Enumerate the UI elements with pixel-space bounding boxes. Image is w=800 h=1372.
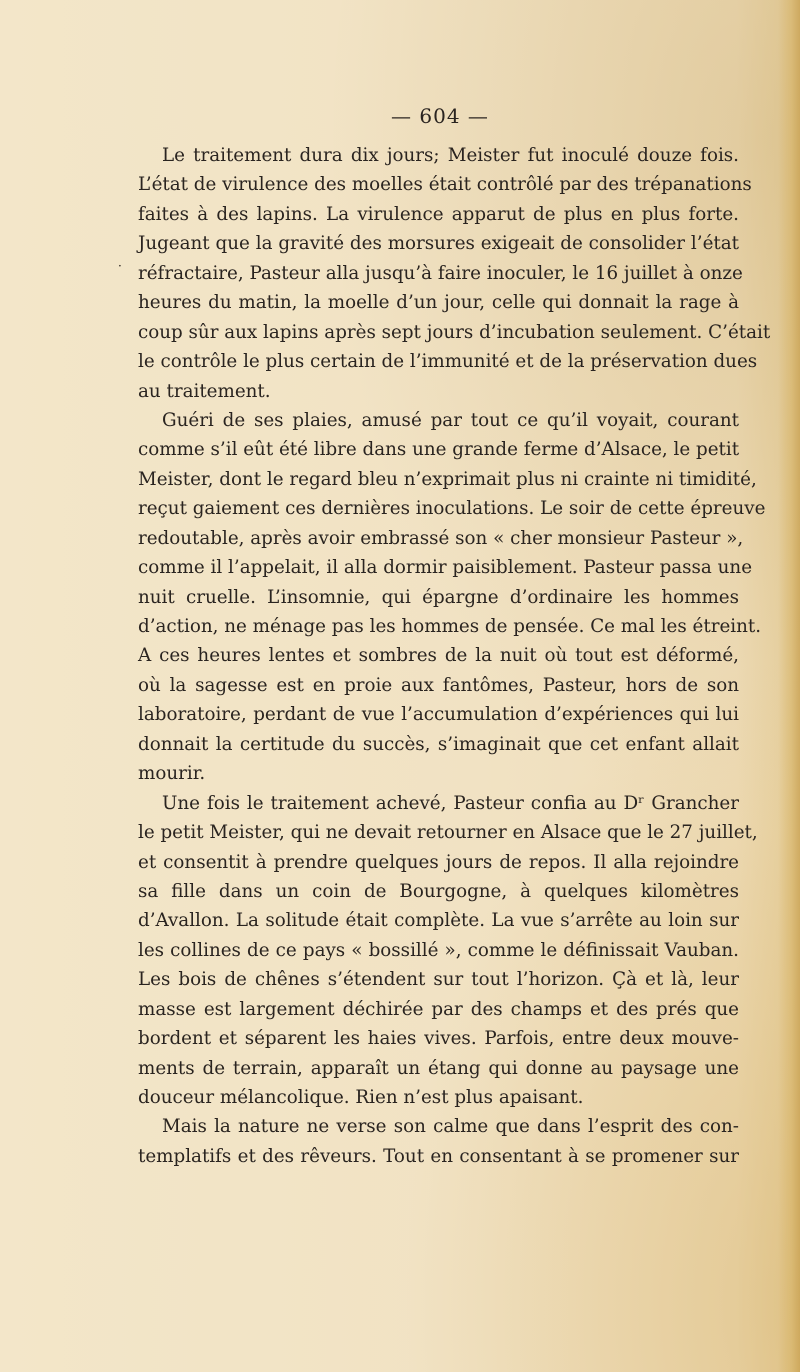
text-line: d’Avallon. La solitude était complète. La vue s’arrête au loin sur [138,910,739,932]
text-line: faites à des lapins. La virulence apparut de plus en plus forte. [138,203,739,225]
text-line: nuit cruelle. L’insomnie, qui épargne d’ordinaire les hommes [138,586,739,608]
text-line: Jugeant que la gravité des morsures exigeait de consolider l’état [138,233,739,255]
text-line: Une fois le traitement achevé, Pasteur confia au Dʳ Grancher [162,792,739,814]
text-line: d’action, ne ménage pas les hommes de pensée. Ce mal les étreint. [138,616,762,637]
body-text [138,141,771,1171]
text-line: au traitement. [138,380,271,402]
text-line: A ces heures lentes et sombres de la nuit où tout est déformé, [138,645,739,667]
text-line: comme il l’appelait, il alla dormir paisiblement. Pasteur passa une [138,557,753,579]
text-line: Meister, dont le regard bleu n’exprimait plus ni crainte ni timidité, [138,468,757,490]
text-line: donnait la certitude du succès, s’imaginait que cet enfant allait [138,733,739,755]
text-line: sa fille dans un coin de Bourgogne, à quelques kilomètres [138,880,739,902]
text-line: laboratoire, perdant de vue l’accumulation d’expériences qui lui [138,704,739,726]
text-line: templatifs et des rêveurs. Tout en consentant à se promener sur [138,1145,739,1167]
page-number: — 604 — [391,104,489,128]
text-line: les collines de ce pays « bossillé », comme le définissait Vauban. [138,939,739,961]
text-line: le petit Meister, qui ne devait retourner en Alsace que le 27 juillet, [138,822,758,844]
text-line: comme s’il eût été libre dans une grande ferme d’Alsace, le petit [138,439,740,461]
text-line: le contrôle le plus certain de l’immunité et de la préservation dues [138,351,758,373]
text-line: mourir. [138,763,206,785]
text-line: Guéri de ses plaies, amusé par tout ce qu’il voyait, courant [162,409,739,431]
text-line: Les bois de chênes s’étendent sur tout l’horizon. Çà et là, leur [138,969,739,991]
text-line: masse est largement déchirée par des champs et des prés que [138,998,739,1020]
margin-mark: · [118,259,122,273]
text-line: coup sûr aux lapins après sept jours d’incubation seulement. C’était [138,321,771,343]
text-line: douceur mélancolique. Rien n’est plus apaisant. [138,1087,584,1108]
text-line: Mais la nature ne verse son calme que dans l’esprit des con- [162,1116,739,1138]
text-line: redoutable, après avoir embrassé son « cher monsieur Pasteur », [138,527,744,549]
text-line: L’état de virulence des moelles était contrôlé par des trépanations [138,174,752,196]
text-line: ments de terrain, apparaît un étang qui donne au paysage une [138,1057,739,1079]
text-line: heures du matin, la moelle d’un jour, celle qui donnait la rage à [138,292,739,314]
text-line: réfractaire, Pasteur alla jusqu’à faire inoculer, le 16 juillet à onze [138,262,743,284]
text-line: bordent et séparent les haies vives. Parfois, entre deux mouve- [138,1028,739,1050]
text-line: Le traitement dura dix jours; Meister fut inoculé douze fois. [162,145,739,166]
text-line: où la sagesse est en proie aux fantômes, Pasteur, hors de son [138,674,739,696]
text-line: reçut gaiement ces dernières inoculations. Le soir de cette épreuve [138,498,766,520]
text-line: et consentit à prendre quelques jours de repos. Il alla rejoindre [138,851,739,873]
page-edge-shading [778,0,800,1372]
